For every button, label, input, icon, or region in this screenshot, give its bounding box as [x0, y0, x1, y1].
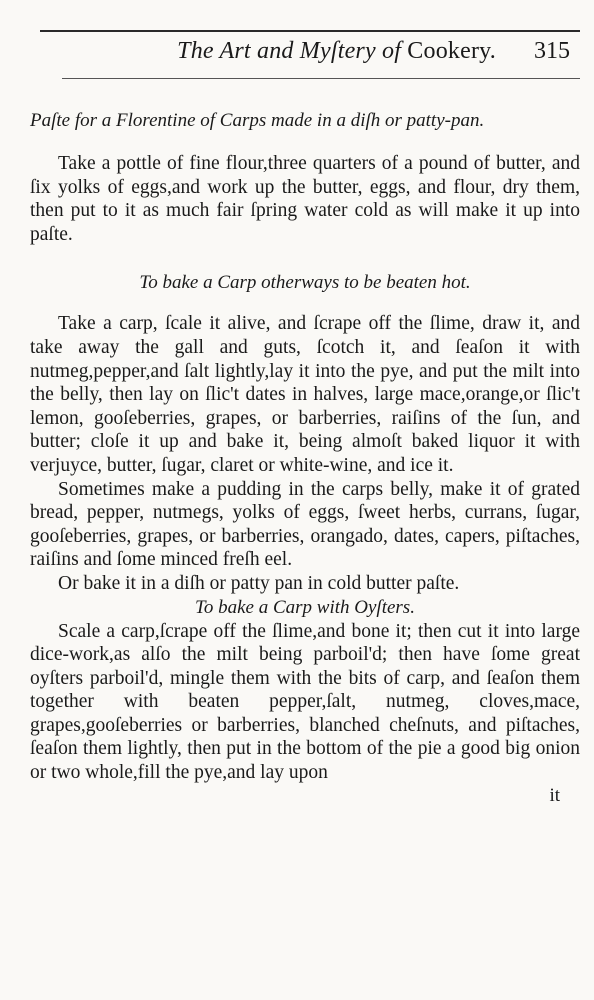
running-title-upright: Cookery. [407, 38, 496, 64]
running-header [60, 38, 580, 78]
recipe-paragraph: Take a pottle of fine flour,three quarters of a pound of butter, and ſix yolks of eggs,and work up the butter, eggs, and flour, dry them, then put to it as much fair ſpring water cold as will make it up into paſte. [30, 153, 580, 245]
recipe-paragraph: Take a carp, ſcale it alive, and ſcrape off the ſlime, draw it, and take away the gall and guts, ſcotch it, and ſeaſon it with nutmeg,pepper,and ſalt lightly,lay it into the pye, and put the milt into the belly, then lay on ſlic't dates in halves, large mace,orange,or ſlic't lemon, gooſeberries, grapes, or barberries, raiſins of the ſun, and butter; cloſe it up and bake it, being almoſt baked liquor it with verjuyce, butter, ſugar, claret or white-wine, and ice it. [30, 313, 580, 476]
header-rule [62, 78, 580, 79]
top-rule [40, 30, 580, 32]
running-title [177, 38, 496, 65]
page-body [30, 100, 580, 807]
recipe-paragraph: Scale a carp,ſcrape off the ſlime,and bone it; then cut it into large dice-work,as alſo the milt being parboil'd; then have ſome great oyſters parboil'd, mingle them with the bits of carp, and ſeaſon them together with beaten pepper,ſalt, nutmeg, cloves,mace, grapes,gooſeberries or barberries, blanched cheſnuts, and piſtaches, ſeaſon them lightly, then put in the bottom of the pie a good big onion or two whole,fill the pye,and lay upon [30, 620, 580, 784]
recipe-title: To bake a Carp otherways to be beaten hot. [139, 272, 471, 294]
running-title-italic: The Art and Myſtery of [177, 38, 402, 64]
page-number: 315 [534, 38, 570, 64]
catchword: it [549, 784, 560, 806]
recipe-paragraph: Or bake it in a diſh or patty pan in cold butter paſte. [58, 572, 460, 594]
recipe-paragraph: Sometimes make a pudding in the carps belly, make it of grated bread, pepper, nutmegs, yolks of eggs, ſweet herbs, currans, ſugar, gooſeberries, grapes, or barberries, orangado, dates, capers, piſtaches, raiſins and ſome minced freſh eel. [30, 478, 580, 571]
recipe-title: To bake a Carp with Oyſters. [195, 596, 415, 618]
recipe-title: Paſte for a Florentine of Carps made in a diſh or patty-pan. [30, 110, 485, 131]
